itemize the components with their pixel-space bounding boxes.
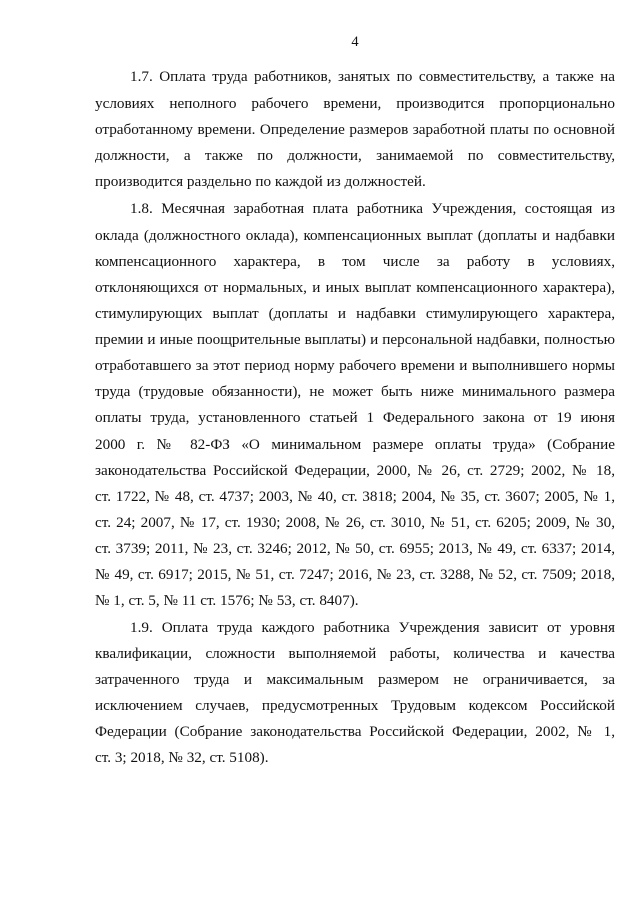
paragraph-1-7-line: производится раздельно по каждой из должностей. xyxy=(95,173,426,190)
paragraph-1-8-line: № 1, ст. 5, № 11 ст. 1576; № 53, ст. 8407). xyxy=(95,592,359,609)
paragraph-1-8-line: оклада (должностного оклада), компенсационных выплат (доплаты и надбавки xyxy=(95,227,615,244)
paragraph-1-7-line: 1.7. Оплата труда работников, занятых по совместительству, а также на xyxy=(130,68,615,85)
paragraph-1-8-line: № 49, ст. 6917; 2015, № 51, ст. 7247; 2016, № 23, ст. 3288, № 52, ст. 7509; 2018, xyxy=(95,566,615,583)
paragraph-1-8-line: ст. 1722, № 48, ст. 4737; 2003, № 40, ст. 3818; 2004, № 35, ст. 3607; 2005, № 1, xyxy=(95,488,615,505)
paragraph-1-8-line: премии и иные поощрительные выплаты) и персональной надбавки, полностью xyxy=(95,331,615,348)
paragraph-1-9-line: 1.9. Оплата труда каждого работника Учреждения зависит от уровня xyxy=(130,619,615,636)
page-number: 4 xyxy=(351,34,359,50)
paragraph-1-8-line: 2000 г. № 82-ФЗ «О минимальном размере оплаты труда» (Собрание xyxy=(95,436,615,453)
paragraph-1-7-line: должности, а также по должности, занимаемой по совместительству, xyxy=(95,147,615,164)
paragraph-1-8-line: законодательства Российской Федерации, 2000, № 26, ст. 2729; 2002, № 18, xyxy=(95,462,615,479)
paragraph-1-8-line: отработавшего за этот период норму рабочего времени и выполнившего нормы xyxy=(95,357,615,374)
paragraph-1-9-line: исключением случаев, предусмотренных Трудовым кодексом Российской xyxy=(95,697,615,714)
paragraph-1-9-line: Федерации (Собрание законодательства Российской Федерации, 2002, № 1, xyxy=(95,723,615,740)
paragraph-1-9-line: ст. 3; 2018, № 32, ст. 5108). xyxy=(95,749,269,766)
paragraph-1-8-line: 1.8. Месячная заработная плата работника Учреждения, состоящая из xyxy=(130,200,615,217)
paragraph-1-8-line: оплаты труда, установленного статьей 1 Федерального закона от 19 июня xyxy=(95,409,615,426)
paragraph-1-7-line: отработанному времени. Определение размеров заработной платы по основной xyxy=(95,121,615,138)
paragraph-1-8-line: отклоняющихся от нормальных, и иных выплат компенсационного характера), xyxy=(95,279,615,296)
paragraph-1-7-line: условиях неполного рабочего времени, производится пропорционально xyxy=(95,95,615,112)
paragraph-1-8-line: труда (трудовые обязанности), не может быть ниже минимального размера xyxy=(95,383,615,400)
paragraph-1-8-line: компенсационного характера, в том числе за работу в условиях, xyxy=(95,253,615,270)
paragraph-1-9-line: квалификации, сложности выполняемой работы, количества и качества xyxy=(95,645,615,662)
paragraph-1-8-line: стимулирующих выплат (доплаты и надбавки стимулирующего характера, xyxy=(95,305,615,322)
paragraph-1-9-line: затраченного труда и максимальным размером не ограничивается, за xyxy=(95,671,615,688)
paragraph-1-8-line: ст. 24; 2007, № 17, ст. 1930; 2008, № 26, ст. 3010, № 51, ст. 6205; 2009, № 30, xyxy=(95,514,615,531)
paragraph-1-8-line: ст. 3739; 2011, № 23, ст. 3246; 2012, № 50, ст. 6955; 2013, № 49, ст. 6337; 2014, xyxy=(95,540,615,557)
